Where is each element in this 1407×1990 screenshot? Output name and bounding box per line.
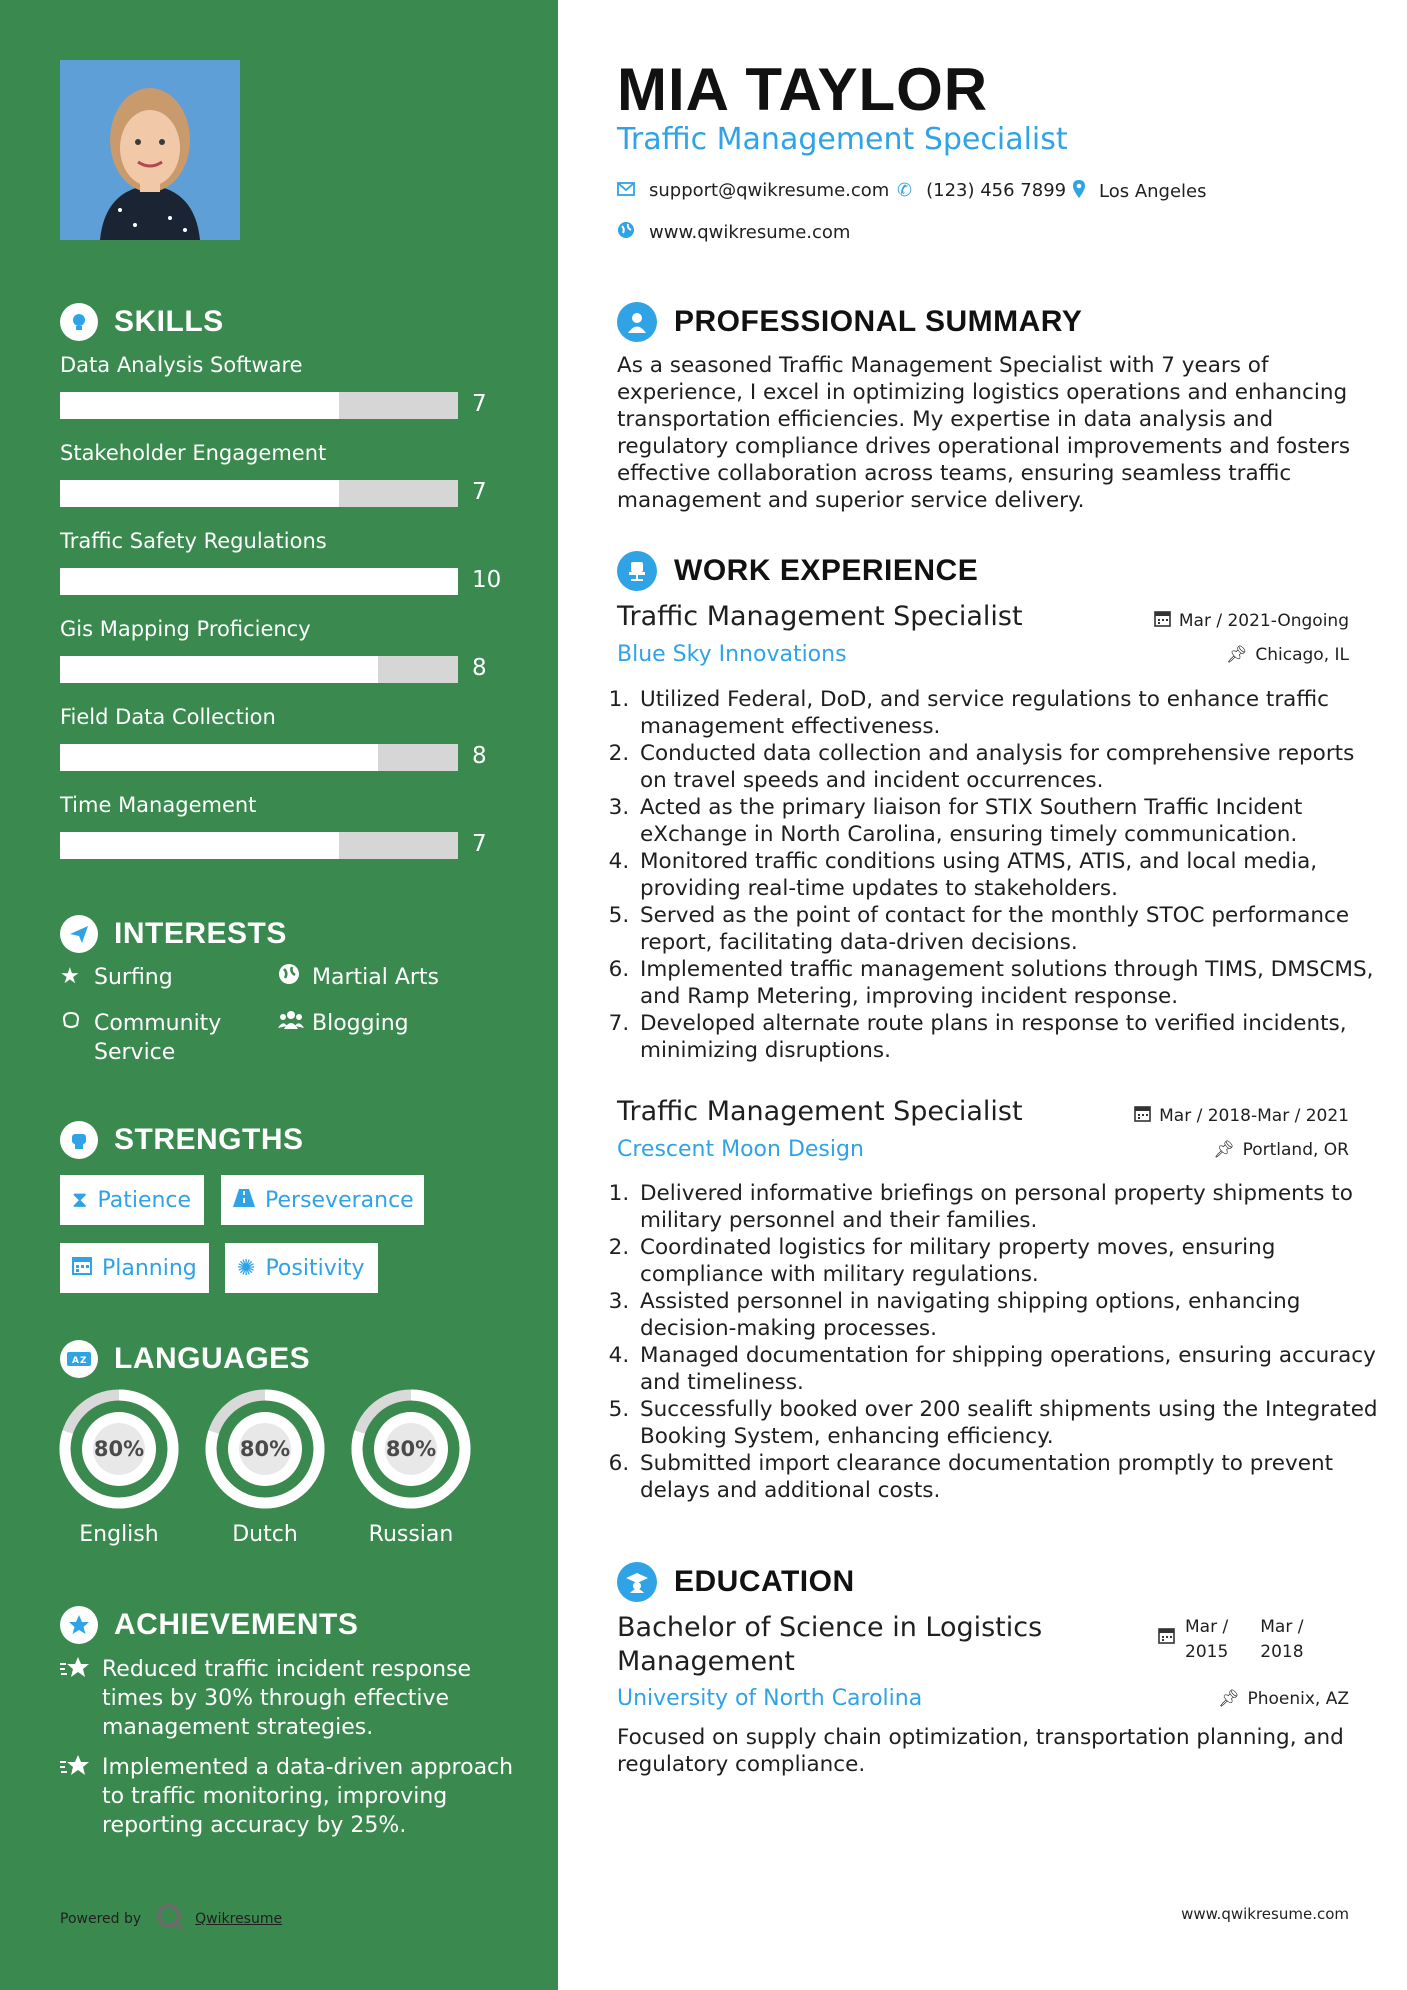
skill-bar	[60, 832, 458, 859]
job-bullet: 2. Coordinated logistics for military property moves, ensuring compliance with military regulations.	[636, 1234, 1381, 1288]
education-title: EDUCATION	[674, 1565, 855, 1598]
skill-name: Time Management	[60, 793, 257, 817]
language-name: English	[79, 1522, 159, 1547]
experience-heading	[617, 549, 978, 593]
contact-location	[1073, 180, 1207, 203]
job-bullets	[610, 1180, 1381, 1504]
strength-tag	[225, 1243, 378, 1293]
job-bullets	[610, 686, 1381, 1064]
road-icon	[233, 1188, 255, 1213]
svg-text:A: A	[72, 1356, 79, 1366]
skill-name: Stakeholder Engagement	[60, 441, 327, 465]
skills-heading	[60, 302, 224, 342]
contact-phone[interactable]	[897, 180, 1066, 201]
sun-icon: ✺	[237, 1255, 256, 1281]
job-location-text: Chicago, IL	[1255, 645, 1349, 665]
language-ring	[58, 1388, 180, 1510]
strength-tag	[60, 1175, 204, 1225]
summary-text: As a seasoned Traffic Management Specialist with 7 years of experience, I excel in optimizing logistics operations and enhancing transportation efficiencies. My expertise in data analysis and regulatory compliance drives operational improvements and fosters effective collaboration across teams, ensuring seamless traffic management and superior service delivery.	[617, 353, 1351, 513]
lightbulb-icon	[60, 303, 98, 341]
fist-icon	[60, 1121, 98, 1159]
job-bullet: 7. Developed alternate route plans in response to verified incidents, minimizing disruptions.	[636, 1010, 1381, 1064]
pin-icon: 📌︎	[1212, 1140, 1235, 1160]
interest-item	[278, 1009, 409, 1039]
skill-bar	[60, 480, 458, 507]
job-bullet: 4. Managed documentation for shipping operations, ensuring accuracy and timeliness.	[636, 1342, 1381, 1396]
job-bullet: 6. Submitted import clearance documentation promptly to prevent delays and additional costs.	[636, 1450, 1381, 1504]
job-bullet: 3. Assisted personnel in navigating shipping options, enhancing decision-making processes.	[636, 1288, 1381, 1342]
email-text[interactable]: support@qwikresume.com	[649, 180, 890, 201]
skill-value: 7	[472, 479, 487, 505]
skill-value: 8	[472, 743, 487, 769]
strengths-heading	[60, 1120, 304, 1160]
languages-title: LANGUAGES	[114, 1342, 311, 1375]
calendar-icon	[72, 1255, 92, 1281]
languages-heading	[60, 1339, 310, 1379]
language-ring	[350, 1388, 472, 1510]
strength-label: Planning	[102, 1255, 197, 1281]
powered-by-label: Powered by	[60, 1911, 142, 1927]
calendar-icon	[1134, 1105, 1151, 1127]
job-bullet: 6. Implemented traffic management solutions through TIMS, DMSCMS, and Ramp Metering, improving incident response.	[636, 956, 1381, 1010]
job-bullet: 5. Served as the point of contact for the monthly STOC performance report, facilitating data-driven decisions.	[636, 902, 1381, 956]
star-award-icon	[60, 1655, 92, 1742]
education-location-text: Phoenix, AZ	[1247, 1689, 1349, 1709]
job-dates-text: Mar / 2018-Mar / 2021	[1159, 1106, 1349, 1126]
achievement-item	[60, 1655, 520, 1742]
achievements-heading	[60, 1605, 358, 1645]
qwikresume-link[interactable]: Qwikresume	[195, 1911, 283, 1927]
interest-label: Blogging	[312, 1011, 409, 1036]
skill-bar-fill	[60, 744, 378, 771]
language-item	[58, 1388, 180, 1547]
skill-name: Data Analysis Software	[60, 353, 303, 377]
pin-icon: 📌︎	[1225, 645, 1248, 665]
strength-label: Perseverance	[265, 1187, 414, 1213]
skill-bar	[60, 744, 458, 771]
skill-value: 7	[472, 391, 487, 417]
strength-tag	[221, 1175, 424, 1225]
job-bullet: 4. Monitored traffic conditions using ATMS, ATIS, and local media, providing real-time updates to stakeholders.	[636, 848, 1381, 902]
job-location-text: Portland, OR	[1242, 1140, 1349, 1160]
job-title: Traffic Management Specialist	[617, 1096, 1023, 1127]
skill-bar-fill	[60, 392, 339, 419]
company-name: Crescent Moon Design	[617, 1137, 864, 1162]
job-title: Traffic Management Specialist	[617, 601, 1023, 632]
website-text[interactable]: www.qwikresume.com	[649, 222, 851, 243]
skill-bar-fill	[60, 480, 339, 507]
job-bullet: 1. Utilized Federal, DoD, and service regulations to enhance traffic management effectiveness.	[636, 686, 1381, 740]
candidate-role: Traffic Management Specialist	[617, 122, 1068, 157]
school-name: University of North Carolina	[617, 1686, 923, 1711]
language-item	[204, 1388, 326, 1547]
job-dates-text: Mar / 2021-Ongoing	[1178, 611, 1349, 631]
globe-icon	[617, 221, 635, 244]
education-dates	[1158, 1615, 1304, 1665]
candidate-name: MIA TAYLOR	[617, 56, 989, 123]
skill-bar	[60, 392, 458, 419]
interest-item	[278, 963, 439, 993]
language-percent: 80%	[385, 1437, 437, 1461]
strengths-title: STRENGTHS	[114, 1123, 304, 1156]
degree-title: Bachelor of Science in Logistics Management	[617, 1612, 1043, 1677]
location-text: Los Angeles	[1099, 181, 1207, 202]
paper-plane-icon	[60, 915, 98, 953]
achievement-text: Implemented a data-driven approach to traffic monitoring, improving reporting accuracy by 25%.	[102, 1755, 514, 1838]
education-end: Mar / 2018	[1260, 1617, 1304, 1662]
chair-icon	[617, 551, 657, 591]
strength-label: Patience	[97, 1187, 192, 1213]
calendar-icon	[1154, 610, 1171, 632]
calendar-icon	[1158, 1627, 1175, 1665]
job-dates	[1134, 1105, 1349, 1127]
language-item	[350, 1388, 472, 1547]
job-bullet: 1. Delivered informative briefings on personal property shipments to military personnel and their families.	[636, 1180, 1381, 1234]
language-percent: 80%	[93, 1437, 145, 1461]
sidebar	[0, 0, 558, 1990]
pin-icon: 📌︎	[1217, 1689, 1240, 1709]
education-start: Mar / 2015	[1185, 1617, 1229, 1662]
job-dates	[1154, 610, 1349, 632]
group-icon	[278, 1009, 302, 1039]
language-icon	[60, 1340, 98, 1378]
achievements-title: ACHIEVEMENTS	[114, 1608, 359, 1641]
job-bullet: 2. Conducted data collection and analysis for comprehensive reports on travel speeds and incident occurrences.	[636, 740, 1381, 794]
skill-bar-fill	[60, 568, 458, 595]
contact-email[interactable]	[617, 180, 889, 201]
interest-label: Community Service	[94, 1011, 222, 1065]
achievement-text: Reduced traffic incident response times by 30% through effective management strategies.	[102, 1657, 472, 1740]
skill-bar	[60, 656, 458, 683]
profile-photo	[60, 60, 240, 240]
star-icon: ★	[60, 964, 80, 989]
interest-item	[60, 963, 173, 992]
interest-item	[60, 1009, 221, 1067]
achievement-item	[60, 1753, 520, 1840]
star-award-icon	[60, 1753, 92, 1840]
skill-bar	[60, 568, 458, 595]
badge-star-icon	[60, 1606, 98, 1644]
powered-by	[60, 1902, 282, 1936]
contact-website[interactable]	[617, 221, 850, 244]
skills-title: SKILLS	[114, 305, 224, 338]
strength-label: Positivity	[265, 1255, 365, 1281]
skill-bar-fill	[60, 656, 378, 683]
skill-name: Traffic Safety Regulations	[60, 529, 327, 553]
skill-name: Gis Mapping Proficiency	[60, 617, 311, 641]
education-location	[1218, 1689, 1349, 1709]
job-bullet: 3. Acted as the primary liaison for STIX Southern Traffic Incident eXchange in North Carolina, ensuring timely communication.	[636, 794, 1381, 848]
footer-url[interactable]: www.qwikresume.com	[1181, 1905, 1349, 1923]
summary-heading	[617, 300, 1082, 344]
phone-icon: ✆	[897, 180, 913, 201]
skill-value: 10	[472, 567, 502, 593]
job-bullet: 5. Successfully booked over 200 sealift shipments using the Integrated Booking System, enhancing efficiency.	[636, 1396, 1381, 1450]
globe-icon	[278, 963, 302, 993]
hand-icon	[60, 1009, 84, 1039]
hourglass-icon: ⧗	[72, 1187, 88, 1213]
graduate-icon	[617, 1562, 657, 1602]
interest-label: Martial Arts	[312, 965, 440, 990]
strength-tag	[60, 1243, 209, 1293]
experience-title: WORK EXPERIENCE	[674, 554, 979, 587]
svg-text:Z: Z	[80, 1356, 87, 1366]
map-pin-icon	[1073, 180, 1085, 203]
company-name: Blue Sky Innovations	[617, 642, 847, 667]
job-location	[1213, 1140, 1349, 1160]
qwikresume-logo-icon	[155, 1902, 185, 1936]
language-name: Russian	[368, 1522, 454, 1547]
skill-bar-fill	[60, 832, 339, 859]
education-heading	[617, 1560, 855, 1604]
interest-label: Surfing	[94, 965, 173, 990]
user-icon	[617, 302, 657, 342]
language-percent: 80%	[239, 1437, 291, 1461]
skill-value: 8	[472, 655, 487, 681]
summary-title: PROFESSIONAL SUMMARY	[674, 305, 1083, 338]
language-name: Dutch	[232, 1522, 298, 1547]
phone-text[interactable]: (123) 456 7899	[926, 180, 1067, 201]
interests-heading	[60, 914, 287, 954]
job-location	[1226, 645, 1349, 665]
skill-value: 7	[472, 831, 487, 857]
interests-title: INTERESTS	[114, 917, 287, 950]
envelope-icon	[617, 180, 635, 201]
education-description: Focused on supply chain optimization, transportation planning, and regulatory compliance.	[617, 1725, 1344, 1777]
language-ring	[204, 1388, 326, 1510]
skill-name: Field Data Collection	[60, 705, 276, 729]
